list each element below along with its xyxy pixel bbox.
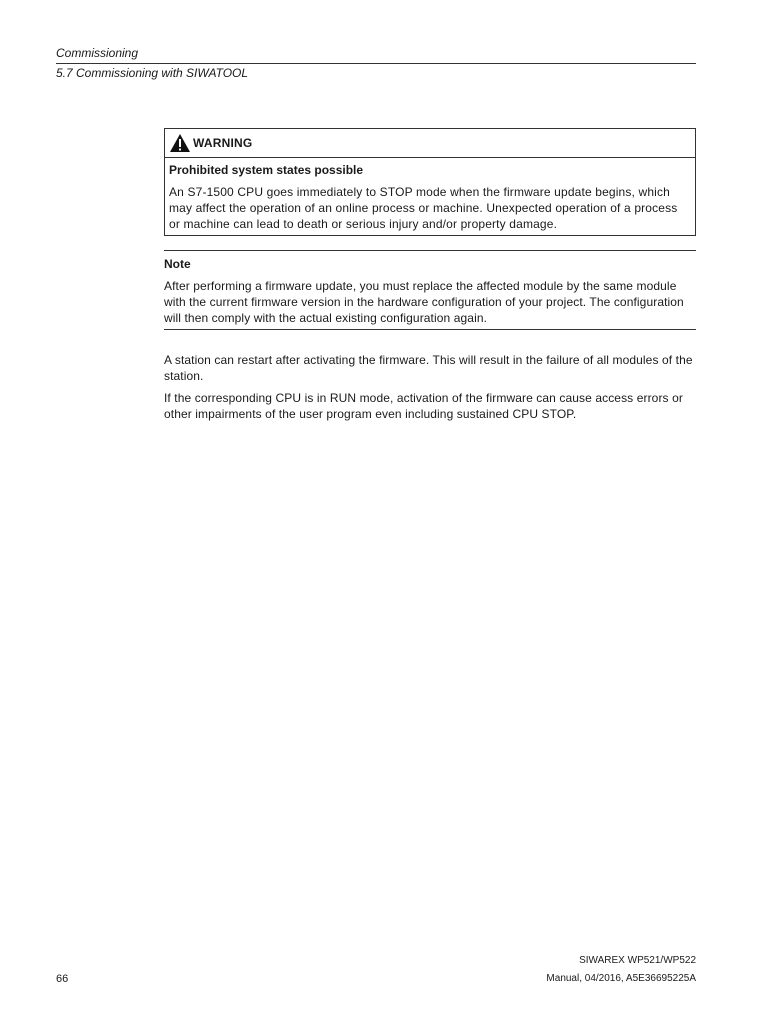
note-box [164,250,696,330]
main-content [164,128,696,422]
warning-label: WARNING [193,136,253,150]
warning-text: An S7-1500 CPU goes immediately to STOP mode when the firmware update begins, which may affect the operation of an online process or machine. Unexpected operation of a process or machine can lead to death or serious injury and/or property damage. [169,185,678,231]
page-number: 66 [56,973,69,985]
header-section: Commissioning [56,46,139,60]
note-label: Note [164,257,191,271]
warning-title: Prohibited system states possible [169,163,364,177]
footer-product: SIWAREX WP521/WP522 [579,955,696,966]
running-header [56,46,696,81]
warning-header [165,129,695,158]
body-paragraph-2: If the corresponding CPU is in RUN mode, activation of the firmware can cause access errors or other impairments of the user program even including sustained CPU STOP. [164,391,683,421]
warning-box [164,128,696,236]
footer-manual: Manual, 04/2016, A5E36695225A [546,973,696,984]
body-paragraph-1: A station can restart after activating the firmware. This will result in the failure of all modules of the station. [164,353,693,383]
header-subsection: 5.7 Commissioning with SIWATOOL [56,66,249,80]
header-rule [56,63,696,64]
note-text: After performing a firmware update, you must replace the affected module by the same module with the current firmware version in the hardware configuration of your project. The configuration will then comply with the actual existing configuration again. [164,279,684,325]
footer-info [546,952,696,988]
warning-triangle-icon [169,133,191,153]
